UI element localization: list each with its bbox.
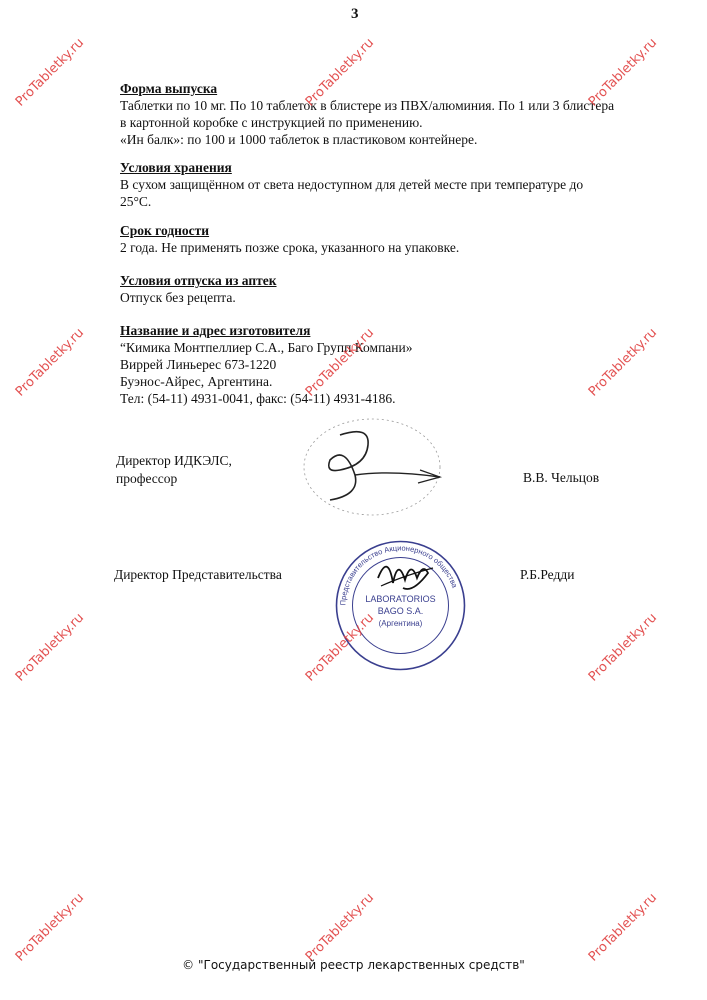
release-form-heading: Форма выпуска [120, 81, 218, 96]
release-form-line: в картонной коробке с инструкцией по применению. [120, 115, 423, 130]
first-signatory-role [116, 452, 232, 488]
watermark: ProTabletky.ru [585, 890, 661, 965]
shelf-life-heading: Срок годности [120, 223, 210, 238]
watermark: ProTabletky.ru [302, 325, 378, 400]
manufacturer-line: Тел: (54-11) 4931-0041, факс: (54-11) 4931-4186. [120, 391, 396, 406]
signature-image [300, 415, 450, 525]
storage-line: В сухом защищённом от света недоступном для детей месте при температуре до [120, 177, 584, 192]
dispensing-heading: Условия отпуска из аптек [120, 273, 277, 288]
dispensing-line: Отпуск без рецепта. [120, 290, 236, 305]
dispensing-section [120, 272, 680, 306]
watermark: ProTabletky.ru [12, 890, 88, 965]
release-form-line: «Ин балк»: по 100 и 1000 таблеток в пластиковом контейнере. [120, 132, 478, 147]
watermark: ProTabletky.ru [302, 35, 378, 110]
first-signatory-role-line: Директор ИДКЭЛС, [116, 453, 232, 468]
release-form-line: Таблетки по 10 мг. По 10 таблеток в блистере из ПВХ/алюминия. По 1 или 3 блистера [120, 98, 615, 113]
watermark: ProTabletky.ru [585, 35, 661, 110]
svg-text:(Аргентина): (Аргентина) [378, 619, 423, 628]
round-stamp [333, 538, 468, 673]
storage-line: 25°С. [120, 194, 152, 209]
watermark: ProTabletky.ru [302, 610, 378, 685]
watermark: ProTabletky.ru [302, 890, 378, 965]
footer-copyright: © "Государственный реестр лекарственных средств" [182, 958, 525, 972]
watermark: ProTabletky.ru [585, 325, 661, 400]
first-signatory-role-line: профессор [116, 471, 178, 486]
manufacturer-line: “Кимика Монтпеллиер С.А., Баго Групп Компани» [120, 340, 413, 355]
shelf-life-section [120, 222, 680, 256]
manufacturer-heading: Название и адрес изготовителя [120, 323, 311, 338]
watermark: ProTabletky.ru [12, 610, 88, 685]
svg-text:Представительство Акционерного: Представительство Акционерного общества [338, 543, 460, 606]
svg-text:LABORATORIOS: LABORATORIOS [365, 594, 436, 604]
watermark: ProTabletky.ru [585, 610, 661, 685]
manufacturer-line: Виррей Линьерес 673-1220 [120, 357, 277, 372]
shelf-life-line: 2 года. Не применять позже срока, указанного на упаковке. [120, 240, 460, 255]
second-signatory-name: Р.Б.Редди [520, 567, 575, 582]
watermark: ProTabletky.ru [12, 325, 88, 400]
svg-text:BAGO S.A.: BAGO S.A. [377, 606, 424, 616]
storage-heading: Условия хранения [120, 160, 232, 175]
storage-section [120, 159, 680, 210]
second-signatory-role: Директор Представительства [114, 567, 282, 582]
watermark: ProTabletky.ru [12, 35, 88, 110]
first-signatory-name: В.В. Чельцов [523, 470, 600, 485]
manufacturer-line: Буэнос-Айрес, Аргентина. [120, 374, 273, 389]
page-number: 3 [351, 6, 359, 22]
